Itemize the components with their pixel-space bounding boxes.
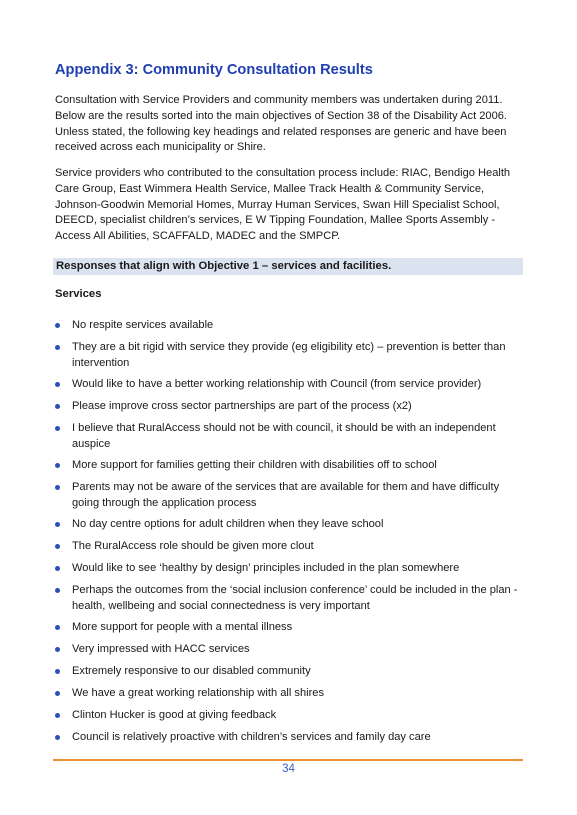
bullet-icon bbox=[55, 485, 60, 490]
bullet-icon bbox=[55, 625, 60, 630]
list-item-text: Council is relatively proactive with children’s services and family day care bbox=[72, 731, 431, 743]
list-item-text: Would like to see ‘healthy by design’ principles included in the plan somewhere bbox=[72, 562, 460, 574]
page-title: Appendix 3: Community Consultation Results bbox=[55, 62, 373, 78]
list-item-text: More support for people with a mental illness bbox=[72, 621, 293, 633]
objective-heading: Responses that align with Objective 1 – services and facilities. bbox=[56, 260, 392, 272]
bullet-icon bbox=[55, 323, 60, 328]
bullet-icon bbox=[55, 588, 60, 593]
list-item-text: Very impressed with HACC services bbox=[72, 643, 250, 655]
list-item-text: Please improve cross sector partnerships are part of the process (x2) bbox=[72, 400, 412, 412]
intro-paragraph: Consultation with Service Providers and community members was undertaken during 2011. Below are the results sorted into the main objectives of Section 38 of the Disability Act 2006. Unless stated, the following key headings and related responses are generic and have been received across each municipality or Shire. bbox=[55, 94, 508, 154]
bullet-icon bbox=[55, 566, 60, 571]
bullet-icon bbox=[55, 463, 60, 468]
list-item-text: Would like to have a better working relationship with Council (from service provider) bbox=[72, 378, 482, 390]
bullet-icon bbox=[55, 382, 60, 387]
providers-paragraph: Service providers who contributed to the consultation process include: RIAC, Bendigo Health Care Group, East Wimmera Health Service, Mallee Track Health & Community Service, Johnson-Goodwin Memorial Homes, Murray Human Services, Swan Hill Specialist School, DEECD, specialist children’s services, E W Tipping Foundation, Mallee Sports Assembly - Access All Abilities, SCAFFALD, MADEC and the SMPCP. bbox=[55, 167, 511, 243]
bullet-icon bbox=[55, 522, 60, 527]
section-heading: Services bbox=[55, 288, 102, 300]
list-item-text: More support for families getting their children with disabilities off to school bbox=[72, 459, 437, 471]
bullet-icon bbox=[55, 404, 60, 409]
list-item-text: Parents may not be aware of the services that are available for them and have difficulty going through the application process bbox=[72, 481, 500, 509]
list-item-text: Clinton Hucker is good at giving feedback bbox=[72, 709, 277, 721]
bullet-icon bbox=[55, 669, 60, 674]
list-item-text: No respite services available bbox=[72, 319, 214, 331]
page-number: 34 bbox=[282, 763, 295, 775]
list-item-text: Extremely responsive to our disabled community bbox=[72, 665, 311, 677]
bullet-icon bbox=[55, 544, 60, 549]
bullet-icon bbox=[55, 426, 60, 431]
objective-heading-band bbox=[53, 258, 523, 275]
footer-divider bbox=[53, 759, 523, 761]
list-item-text: Perhaps the outcomes from the ‘social inclusion conference’ could be included in the plan - health, wellbeing and social connectedness is very important bbox=[72, 584, 518, 612]
bullet-icon bbox=[55, 691, 60, 696]
list-item-text: They are a bit rigid with service they provide (eg eligibility etc) – prevention is better than intervention bbox=[72, 341, 506, 369]
list-item-text: We have a great working relationship with all shires bbox=[72, 687, 324, 699]
list-item-text: The RuralAccess role should be given more clout bbox=[72, 540, 314, 552]
bullet-icon bbox=[55, 735, 60, 740]
list-item-text: No day centre options for adult children when they leave school bbox=[72, 518, 384, 530]
bullet-icon bbox=[55, 713, 60, 718]
bullet-icon bbox=[55, 345, 60, 350]
list-item-text: I believe that RuralAccess should not be with council, it should be with an independent auspice bbox=[72, 422, 496, 450]
bullet-icon bbox=[55, 647, 60, 652]
